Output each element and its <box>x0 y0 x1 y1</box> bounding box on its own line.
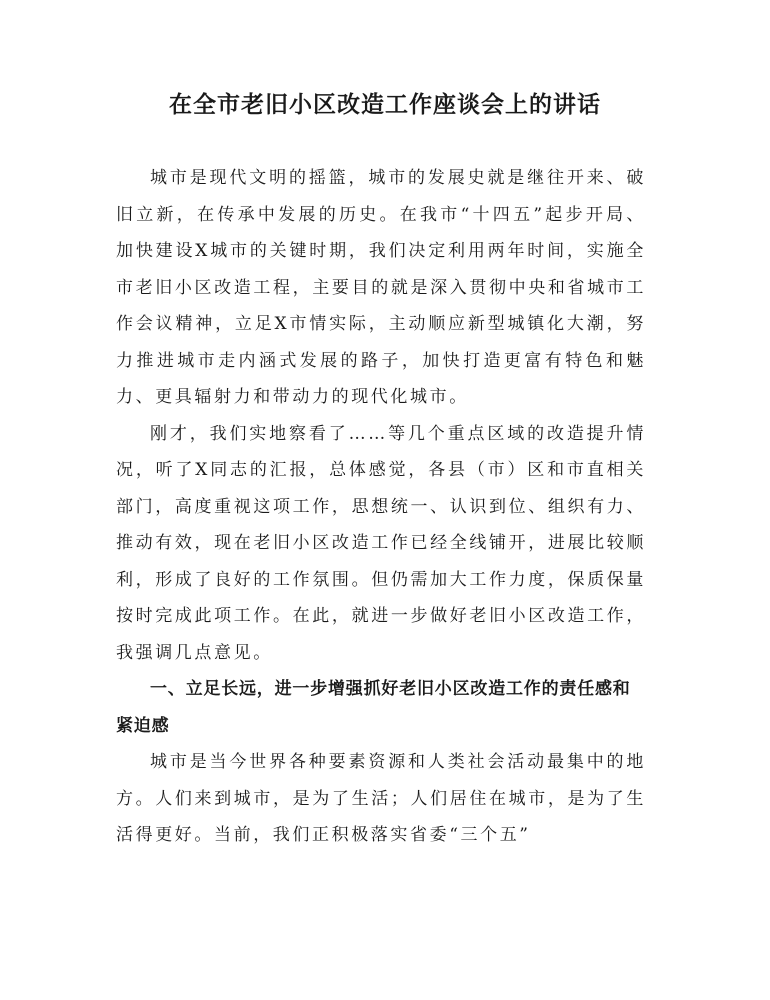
paragraph-1: 城市是现代文明的摇篮，城市的发展史就是继往开来、破旧立新，在传承中发展的历史。在我市“十四五”起步开局、加快建设X城市的关键时期，我们决定利用两年时间，实施全市老旧小区改造工程，主要目的就是深入贯彻中央和省城市工作会议精神，立足X市情实际，主动顺应新型城镇化大潮，努力推进城市走内涵式发展的路子，加快打造更富有特色和魅力、更具辐射力和带动力的现代化城市。 <box>116 168 646 407</box>
paragraph-2: 刚才，我们实地察看了……等几个重点区域的改造提升情况，听了X同志的汇报，总体感觉，各县（市）区和市直相关部门，高度重视这项工作，思想统一、认识到位、组织有力、推动有效，现在老旧小区改造工作已经全线铺开，进展比较顺利，形成了良好的工作氛围。但仍需加大工作力度，保质保量按时完成此项工作。在此，就进一步做好老旧小区改造工作，我强调几点意见。 <box>116 423 646 663</box>
section-heading-1: 一、立足长远，进一步增强抓好老旧小区改造工作的责任感和紧迫感 <box>116 679 631 736</box>
paragraph-3: 城市是当今世界各种要素资源和人类社会活动最集中的地方。人们来到城市，是为了生活；人们居住在城市，是为了生活得更好。当前，我们正积极落实省委“三个五” <box>116 752 646 845</box>
document-body <box>116 160 646 854</box>
document-title: 在全市老旧小区改造工作座谈会上的讲话 <box>169 92 601 118</box>
